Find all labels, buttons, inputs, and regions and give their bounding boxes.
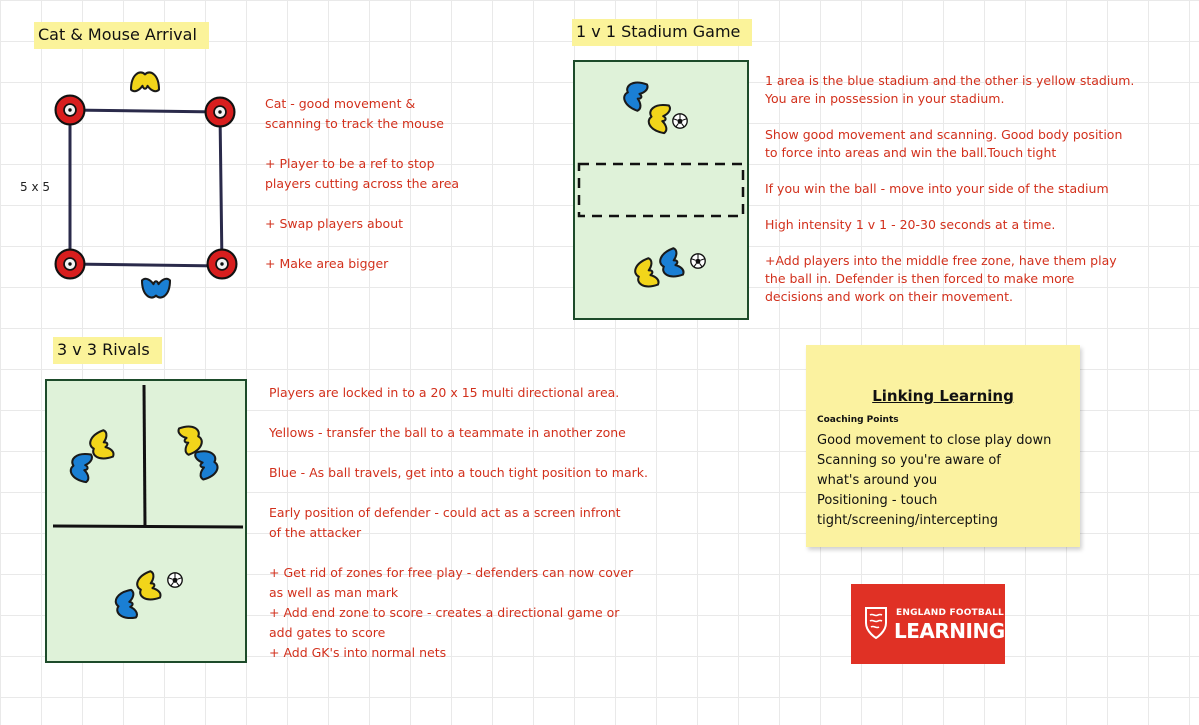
- rivals-pitch: [45, 379, 247, 663]
- blue-player: [194, 448, 219, 480]
- coaching-points-label: Coaching Points: [817, 415, 899, 425]
- cone-top-left: [56, 96, 85, 125]
- note-line: + Add end zone to score - creates a directional game or: [269, 605, 620, 620]
- crest-icon: [863, 605, 889, 641]
- ball: [673, 114, 687, 128]
- logo-line1: ENGLAND FOOTBALL: [896, 608, 1004, 618]
- yellow-player: [134, 571, 161, 604]
- stadium-notes: [765, 72, 1185, 306]
- logo-line2: LEARNING: [894, 619, 1005, 643]
- note-line: Players are locked in to a 20 x 15 multi directional area.: [269, 385, 620, 400]
- blue-player: [114, 590, 137, 621]
- note-line: the ball in. Defender is then forced to make more: [765, 271, 1075, 286]
- square-area: [70, 110, 222, 266]
- note-line: +Add players into the middle free zone, have them play: [765, 253, 1117, 268]
- cat-mouse-notes: [265, 94, 505, 274]
- area-size-label: 5 x 5: [20, 180, 50, 194]
- linking-learning-title: Linking Learning: [872, 387, 1014, 405]
- coaching-point: Good movement to close play down: [817, 433, 1052, 448]
- cone-bottom-right: [208, 250, 237, 279]
- note-line: Cat - good movement &: [265, 96, 416, 111]
- coaching-points-list: [817, 431, 1077, 531]
- ball: [168, 573, 182, 587]
- note-line: + Get rid of zones for free play - defenders can now cover: [269, 565, 634, 580]
- cone-bottom-left: [56, 250, 85, 279]
- note-line: players cutting across the area: [265, 176, 460, 191]
- note-line: Blue - As ball travels, get into a touch tight position to mark.: [269, 465, 648, 480]
- cat-mouse-title: Cat & Mouse Arrival: [34, 22, 209, 49]
- note-line: You are in possession in your stadium.: [765, 91, 1005, 106]
- coaching-point: tight/screening/intercepting: [817, 513, 998, 528]
- note-line: High intensity 1 v 1 - 20-30 seconds at a time.: [765, 217, 1056, 232]
- blue-player: [657, 248, 684, 281]
- note-line: Show good movement and scanning. Good body position: [765, 127, 1123, 142]
- note-line: If you win the ball - move into your side of the stadium: [765, 181, 1109, 196]
- note-line: decisions and work on their movement.: [765, 289, 1013, 304]
- note-line: + Make area bigger: [265, 256, 389, 271]
- linking-learning-note: [806, 345, 1080, 547]
- coaching-point: Positioning - touch: [817, 493, 938, 508]
- note-line: Yellows - transfer the ball to a teammate in another zone: [269, 425, 626, 440]
- stadium-title: 1 v 1 Stadium Game: [572, 19, 752, 46]
- blue-player-mouse: [142, 279, 170, 298]
- zone-divider-vertical: [144, 385, 145, 527]
- note-line: + Swap players about: [265, 216, 404, 231]
- note-line: + Player to be a ref to stop: [265, 156, 435, 171]
- zone-divider-horizontal: [53, 526, 243, 527]
- ball: [691, 254, 705, 268]
- yellow-player: [178, 423, 205, 456]
- note-line: 1 area is the blue stadium and the other is yellow stadium.: [765, 73, 1135, 88]
- rivals-title: 3 v 3 Rivals: [53, 337, 162, 364]
- note-line: of the attacker: [269, 525, 362, 540]
- yellow-player: [647, 103, 670, 134]
- coaching-point: what's around you: [817, 473, 938, 488]
- coaching-point: Scanning so you're aware of: [817, 453, 1001, 468]
- stadium-pitch: [573, 60, 749, 320]
- note-line: add gates to score: [269, 625, 386, 640]
- rivals-notes: [269, 383, 729, 663]
- yellow-player: [632, 258, 659, 291]
- england-football-learning-logo: [851, 584, 1005, 664]
- note-line: Early position of defender - could act as a screen infront: [269, 505, 621, 520]
- blue-player: [69, 452, 92, 483]
- note-line: scanning to track the mouse: [265, 116, 444, 131]
- cone-top-right: [206, 98, 235, 127]
- note-line: to force into areas and win the ball.Touch tight: [765, 145, 1057, 160]
- yellow-player-cat: [131, 72, 159, 91]
- middle-free-zone: [579, 164, 743, 216]
- cat-mouse-diagram: [40, 60, 270, 300]
- blue-player: [621, 79, 648, 112]
- note-line: as well as man mark: [269, 585, 399, 600]
- note-line: + Add GK's into normal nets: [269, 645, 447, 660]
